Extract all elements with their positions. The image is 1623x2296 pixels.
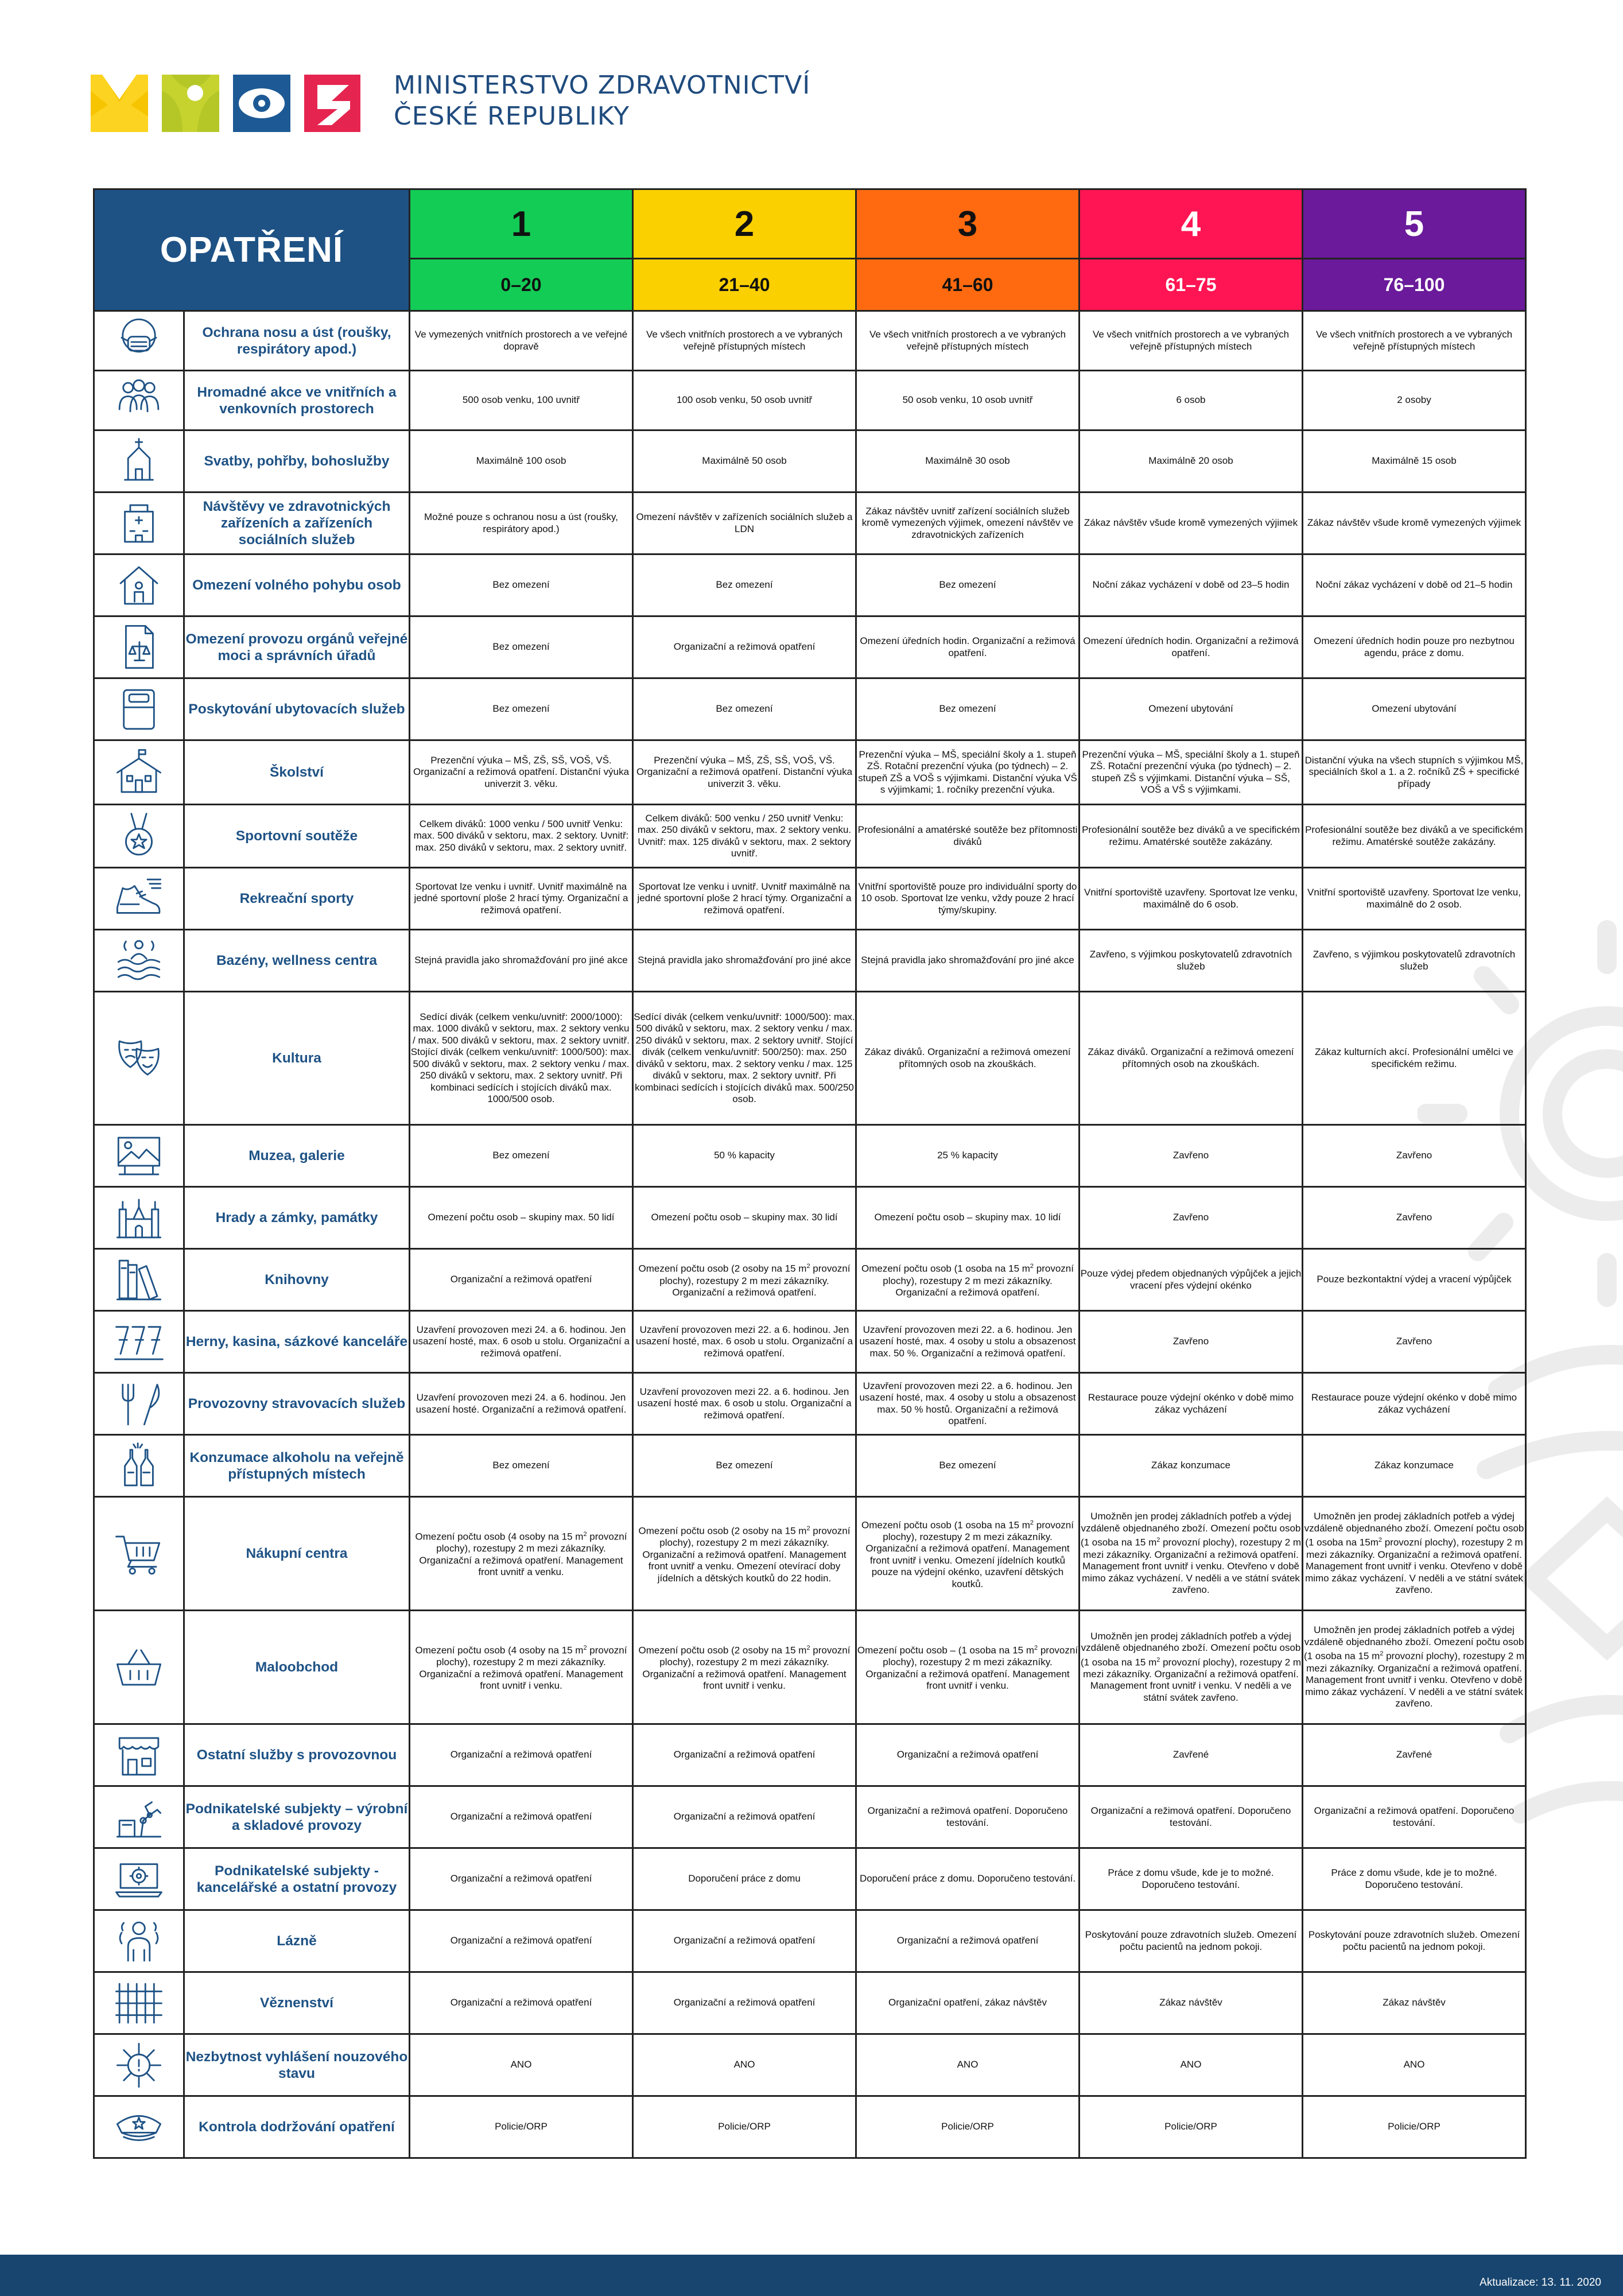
measure-row <box>94 1786 1526 1848</box>
level-2-cell: Sportovat lze venku i uvnitř. Uvnitř maximálně na jedné sportovní ploše 2 hrací týmy. Organizační a režimová opatření. <box>633 868 856 930</box>
measure-row <box>94 371 1526 430</box>
factory-robot-icon <box>94 1786 184 1848</box>
level-2-cell: Organizační a režimová opatření <box>633 1724 856 1786</box>
ministry-header <box>91 68 810 134</box>
level-4-cell: Profesionální soutěže bez diváků a ve specifickém režimu. Amatérské soutěže zakázány. <box>1080 805 1303 868</box>
measure-label: Návštěvy ve zdravotnických zařízeních a zařízeních sociálních služeb <box>184 492 410 554</box>
measure-label: Ochrana nosu a úst (roušky, respirátory apod.) <box>184 311 410 371</box>
measure-row <box>94 1611 1526 1724</box>
level-4-cell: Umožněn jen prodej základních potřeb a výdej vzdáleně objednaného zboží. Omezení počtu osob (1 osoba na 15 $m^2$ provozní plochy), rozestupy 2 m mezi zákazníky. Organizační a režimová opatření. Management front uvnitř i venku. V neděli a ve státní svátek zavřeno. <box>1080 1611 1303 1724</box>
level-5-cell: Noční zákaz vycházení v době od 21–5 hodin <box>1303 554 1526 616</box>
level-2-cell: Prezenční výuka – MŠ, ZŠ, SŠ, VOŠ, VŠ. Organizační a režimová opatření. Distanční výuka univerzit 3. věku. <box>633 740 856 805</box>
level-2-cell: Omezení počtu osob (2 osoby na 15 $m^2$ provozní plochy), rozestupy 2 m mezi zákazníky. Organizační a režimová opatření. Management front uvnitř i venku. <box>633 1611 856 1724</box>
level-5-cell: Umožněn jen prodej základních potřeb a výdej vzdáleně objednaného zboží. Omezení počtu osob (1 osoba na 15 $m^2$ provozní plochy), rozestupy 2 m mezi zákazníky. Organizační a režimová opatření. Management front uvnitř i venku. Otevřeno v době mimo zákaz vycházení. V neděli a ve státní svátek zavřeno. <box>1303 1611 1526 1724</box>
running-shoe-icon <box>94 868 184 930</box>
level-4-cell: Zavřeno <box>1080 1311 1303 1373</box>
document-scales-icon <box>94 616 184 678</box>
measure-row <box>94 311 1526 371</box>
level-5-cell: Maximálně 15 osob <box>1303 430 1526 492</box>
level-3-cell: Ve všech vnitřních prostorech a ve vybraných veřejně přístupných místech <box>856 311 1080 371</box>
level-1-cell: Organizační a režimová opatření <box>410 1724 633 1786</box>
level-3-number: 3 <box>856 189 1080 259</box>
level-2-number: 2 <box>633 189 856 259</box>
hospital-icon <box>94 492 184 554</box>
level-3-cell: Organizační opatření, zákaz návštěv <box>856 1972 1080 2034</box>
level-3-cell: Omezení počtu osob (1 osoba na 15 $m^2$ provozní plochy), rozestupy 2 m mezi zákazníky. Organizační a režimová opatření. <box>856 1249 1080 1311</box>
level-4-cell: Noční zákaz vycházení v době od 23–5 hodin <box>1080 554 1303 616</box>
level-1-cell: Ve vymezených vnitřních prostorech a ve veřejné dopravě <box>410 311 633 371</box>
measure-label: Muzea, galerie <box>184 1125 410 1187</box>
level-4-cell: Práce z domu všude, kde je to možné. Doporučeno testování. <box>1080 1848 1303 1910</box>
level-1-cell: Uzavření provozoven mezi 24. a 6. hodinou. Jen usazení hosté. Organizační a režimová opatření. <box>410 1373 633 1435</box>
level-3-cell: Policie/ORP <box>856 2096 1080 2158</box>
level-2-cell: Omezení počtu osob – skupiny max. 30 lidí <box>633 1187 856 1249</box>
medal-icon <box>94 805 184 868</box>
level-4-cell: Pouze výdej předem objednaných výpůjček a jejich vracení přes výdejní okénko <box>1080 1249 1303 1311</box>
level-5-cell: ANO <box>1303 2034 1526 2096</box>
level-1-cell: Omezení počtu osob (4 osoby na 15 $m^2$ provozní plochy), rozestupy 2 m mezi zákazníky. Organizační a režimová opatření. Management front uvnitř i venku. <box>410 1611 633 1724</box>
level-1-cell: ANO <box>410 2034 633 2096</box>
ministry-name-line1: MINISTERSTVO ZDRAVOTNICTVÍ <box>394 70 811 100</box>
level-3-cell: Bez omezení <box>856 1435 1080 1497</box>
measure-label: Kultura <box>184 992 410 1125</box>
measure-label: Nezbytnost vyhlášení nouzového stavu <box>184 2034 410 2096</box>
level-2-cell: Organizační a režimová opatření <box>633 1786 856 1848</box>
level-3-cell: Zákaz diváků. Organizační a režimová omezení přítomných osob na zkouškách. <box>856 992 1080 1125</box>
level-2-cell: Organizační a režimová opatření <box>633 616 856 678</box>
level-4-cell: Omezení ubytování <box>1080 678 1303 740</box>
shopping-cart-icon <box>94 1497 184 1611</box>
slot-777-icon <box>94 1311 184 1373</box>
measure-row <box>94 740 1526 805</box>
measure-row <box>94 868 1526 930</box>
level-5-number: 5 <box>1303 189 1526 259</box>
level-1-cell: Bez omezení <box>410 616 633 678</box>
level-5-cell: Ve všech vnitřních prostorech a ve vybraných veřejně přístupných místech <box>1303 311 1526 371</box>
storefront-icon <box>94 1724 184 1786</box>
level-1-cell: Policie/ORP <box>410 2096 633 2158</box>
bottles-icon <box>94 1435 184 1497</box>
level-1-cell: Prezenční výuka – MŠ, ZŠ, SŠ, VOŠ, VŠ. Organizační a režimová opatření. Distanční výuka univerzit 3. věku. <box>410 740 633 805</box>
people-group-icon <box>94 371 184 430</box>
measure-row <box>94 1497 1526 1611</box>
level-2-cell: Organizační a režimová opatření <box>633 1972 856 2034</box>
update-date: Aktualizace: 13. 11. 2020 <box>1480 2276 1601 2289</box>
level-4-cell: Prezenční výuka – MŠ, speciální školy a 1. stupeň ZŠ. Rotační prezenční výuka (po týdnech) – 2. stupeň ZŠ s výjimkami. Distanční výuka – SŠ, VOŠ a VŠ s výjimkami. <box>1080 740 1303 805</box>
level-1-cell: Omezení počtu osob (4 osoby na 15 $m^2$ provozní plochy), rozestupy 2 m mezi zákazníky. Organizační a režimová opatření. Management front uvnitř a venku. <box>410 1497 633 1611</box>
level-3-cell: Organizační a režimová opatření <box>856 1910 1080 1972</box>
gallery-picture-icon <box>94 1125 184 1187</box>
level-5-cell: Zavřeno <box>1303 1187 1526 1249</box>
measure-row <box>94 1848 1526 1910</box>
face-mask-icon <box>94 311 184 371</box>
level-3-range: 41–60 <box>856 259 1080 311</box>
level-4-cell: Zákaz návštěv <box>1080 1972 1303 2034</box>
level-2-cell: Celkem diváků: 500 venku / 250 uvnitř Venku: max. 250 diváků v sektoru, max. 2 sektory venku. Uvnitř: max. 125 diváků v sektoru, max. 2 sektory uvnitř. <box>633 805 856 868</box>
level-5-cell: Zákaz návštěv všude kromě vymezených výjimek <box>1303 492 1526 554</box>
level-2-cell: Uzavření provozoven mezi 22. a 6. hodinou. Jen usazení hosté max. 6 osob u stolu. Organizační a režimová opatření. <box>633 1373 856 1435</box>
ministry-name <box>394 70 810 132</box>
measure-label: Knihovny <box>184 1249 410 1311</box>
measure-label: Školství <box>184 740 410 805</box>
level-4-cell: Umožněn jen prodej základních potřeb a výdej vzdáleně objednaného zboží. Omezení počtu osob (1 osoba na 15 $m^2$ provozní plochy), rozestupy 2 m mezi zákazníky. Organizační a režimová opatření. Management front uvnitř i venku. Otevřeno v době mimo zákaz vycházení. V neděli a ve státní svátek zavřeno. <box>1080 1497 1303 1611</box>
level-1-cell: Celkem diváků: 1000 venku / 500 uvnitř Venku: max. 500 diváků v sektoru, max. 2 sektory. Uvnitř: max. 250 diváků v sektoru, max. 2 sektory uvnitř. <box>410 805 633 868</box>
level-4-cell: Zákaz diváků. Organizační a režimová omezení přítomných osob na zkouškách. <box>1080 992 1303 1125</box>
measure-row <box>94 2096 1526 2158</box>
measure-label: Věznenství <box>184 1972 410 2034</box>
level-5-cell: Pouze bezkontaktní výdej a vracení výpůjček <box>1303 1249 1526 1311</box>
level-5-cell: Organizační a režimová opatření. Doporučeno testování. <box>1303 1786 1526 1848</box>
level-2-cell: ANO <box>633 2034 856 2096</box>
level-3-cell: Omezení úředních hodin. Organizační a režimová opatření. <box>856 616 1080 678</box>
level-1-range: 0–20 <box>410 259 633 311</box>
measure-label: Hromadné akce ve vnitřních a venkovních prostorech <box>184 371 410 430</box>
level-5-cell: Profesionální soutěže bez diváků a ve specifickém režimu. Amatérské soutěže zakázány. <box>1303 805 1526 868</box>
level-3-cell: Maximálně 30 osob <box>856 430 1080 492</box>
level-1-cell: 500 osob venku, 100 uvnitř <box>410 371 633 430</box>
prison-bars-icon <box>94 1972 184 2034</box>
measure-row <box>94 930 1526 992</box>
level-4-cell: Zákaz návštěv všude kromě vymezených výjimek <box>1080 492 1303 554</box>
level-4-cell: Zavřené <box>1080 1724 1303 1786</box>
level-5-cell: Zákaz návštěv <box>1303 1972 1526 2034</box>
level-5-cell: 2 osoby <box>1303 371 1526 430</box>
measure-label: Omezení provozu orgánů veřejné moci a správních úřadů <box>184 616 410 678</box>
measure-label: Poskytování ubytovacích služeb <box>184 678 410 740</box>
level-3-cell: Vnitřní sportoviště pouze pro individuální sporty do 10 osob. Sportovat lze venku, vždy pouze 2 hrací týmy/skupiny. <box>856 868 1080 930</box>
measure-label: Sportovní soutěže <box>184 805 410 868</box>
measure-label: Herny, kasina, sázkové kanceláře <box>184 1311 410 1373</box>
level-3-cell: Prezenční výuka – MŠ, speciální školy a 1. stupeň ZŠ. Rotační prezenční výuka (po týdnech) – 2. stupeň ZŠ a VOŠ s výjimkami. Distanční výuka VŠ s výjimkami; 1. ročníky prezenční výuka. <box>856 740 1080 805</box>
level-1-cell: Stejná pravidla jako shromažďování pro jiné akce <box>410 930 633 992</box>
level-1-cell: Organizační a režimová opatření <box>410 1848 633 1910</box>
ministry-logo-icon <box>91 68 360 134</box>
level-5-cell: Omezení ubytování <box>1303 678 1526 740</box>
level-3-cell: Profesionální a amatérské soutěže bez přítomnosti diváků <box>856 805 1080 868</box>
level-5-cell: Zavřeno <box>1303 1311 1526 1373</box>
level-4-cell: Poskytování pouze zdravotních služeb. Omezení počtu pacientů na jednom pokoji. <box>1080 1910 1303 1972</box>
level-2-cell: Maximálně 50 osob <box>633 430 856 492</box>
level-4-cell: Ve všech vnitřních prostorech a ve vybraných veřejně přístupných místech <box>1080 311 1303 371</box>
measure-label: Nákupní centra <box>184 1497 410 1611</box>
school-icon <box>94 740 184 805</box>
level-4-cell: Policie/ORP <box>1080 2096 1303 2158</box>
fork-knife-icon <box>94 1373 184 1435</box>
measure-row <box>94 1125 1526 1187</box>
level-3-cell: Uzavření provozoven mezi 22. a 6. hodinou. Jen usazení hosté, max. 4 osoby u stolu a obsazenost max. 50 %. Organizační a režimová opatření. <box>856 1311 1080 1373</box>
level-2-cell: Omezení návštěv v zařízeních sociálních služeb a LDN <box>633 492 856 554</box>
level-2-cell: Uzavření provozoven mezi 22. a 6. hodinou. Jen usazení hosté, max. 6 osob u stolu. Organizační a režimová opatření. <box>633 1311 856 1373</box>
measure-row <box>94 616 1526 678</box>
level-4-cell: Organizační a režimová opatření. Doporučeno testování. <box>1080 1786 1303 1848</box>
level-1-cell: Možné pouze s ochranou nosu a úst (roušky, respirátory apod.) <box>410 492 633 554</box>
ministry-name-line2: ČESKÉ REPUBLIKY <box>394 101 630 131</box>
level-3-cell: Bez omezení <box>856 678 1080 740</box>
level-2-cell: Omezení počtu osob (2 osoby na 15 $m^2$ provozní plochy), rozestupy 2 m mezi zákazníky. Organizační a režimová opatření. <box>633 1249 856 1311</box>
level-1-cell: Organizační a režimová opatření <box>410 1972 633 2034</box>
level-3-cell: Omezení počtu osob – (1 osoba na 15 $m^2$ provozní plochy), rozestupy 2 m mezi zákazníky. Organizační a režimová opatření. Management front uvnitř i venku. <box>856 1611 1080 1724</box>
measure-row <box>94 1724 1526 1786</box>
level-4-cell: Omezení úředních hodin. Organizační a režimová opatření. <box>1080 616 1303 678</box>
level-3-cell: Organizační a režimová opatření <box>856 1724 1080 1786</box>
level-5-cell: Zavřeno, s výjimkou poskytovatelů zdravotních služeb <box>1303 930 1526 992</box>
level-3-cell: Stejná pravidla jako shromažďování pro jiné akce <box>856 930 1080 992</box>
level-5-cell: Zákaz kulturních akcí. Profesionální umělci ve specifickém režimu. <box>1303 992 1526 1125</box>
level-2-cell: 100 osob venku, 50 osob uvnitř <box>633 371 856 430</box>
spa-person-icon <box>94 1910 184 1972</box>
level-4-number: 4 <box>1080 189 1303 259</box>
measure-label: Rekreační sporty <box>184 868 410 930</box>
level-2-cell: Bez omezení <box>633 678 856 740</box>
measure-label: Ostatní služby s provozovnou <box>184 1724 410 1786</box>
measure-label: Podnikatelské subjekty - kancelářské a ostatní provozy <box>184 1848 410 1910</box>
level-1-cell: Bez omezení <box>410 554 633 616</box>
books-icon <box>94 1249 184 1311</box>
level-2-cell: Bez omezení <box>633 554 856 616</box>
level-4-cell: Zákaz konzumace <box>1080 1435 1303 1497</box>
office-laptop-icon <box>94 1848 184 1910</box>
measure-row <box>94 1435 1526 1497</box>
level-3-cell: 25 % kapacity <box>856 1125 1080 1187</box>
level-4-cell: Zavřeno <box>1080 1125 1303 1187</box>
level-3-cell: Doporučení práce z domu. Doporučeno testování. <box>856 1848 1080 1910</box>
level-3-cell: Omezení počtu osob (1 osoba na 15 $m^2$ provozní plochy), rozestupy 2 m mezi zákazníky. Organizační a režimová opatření. Management front uvnitř i venku. Omezení jídelních koutků pouze na výdejní okénko, uzavření dětských koutků. <box>856 1497 1080 1611</box>
measure-label: Podnikatelské subjekty – výrobní a skladové provozy <box>184 1786 410 1848</box>
level-2-range: 21–40 <box>633 259 856 311</box>
measure-row <box>94 1373 1526 1435</box>
measure-label: Konzumace alkoholu na veřejně přístupných místech <box>184 1435 410 1497</box>
level-5-cell: Práce z domu všude, kde je to možné. Doporučeno testování. <box>1303 1848 1526 1910</box>
level-2-cell: Stejná pravidla jako shromažďování pro jiné akce <box>633 930 856 992</box>
measure-row <box>94 805 1526 868</box>
pool-icon <box>94 930 184 992</box>
level-2-cell: Organizační a režimová opatření <box>633 1910 856 1972</box>
measure-row <box>94 1249 1526 1311</box>
measure-label: Kontrola dodržování opatření <box>184 2096 410 2158</box>
level-1-cell: Sportovat lze venku i uvnitř. Uvnitř maximálně na jedné sportovní ploše 2 hrací týmy. Organizační a režimová opatření. <box>410 868 633 930</box>
level-3-cell: Bez omezení <box>856 554 1080 616</box>
level-1-cell: Bez omezení <box>410 678 633 740</box>
measure-label: Omezení volného pohybu osob <box>184 554 410 616</box>
level-2-cell: Doporučení práce z domu <box>633 1848 856 1910</box>
measure-row <box>94 1910 1526 1972</box>
level-4-cell: Vnitřní sportoviště uzavřeny. Sportovat lze venku, maximálně do 6 osob. <box>1080 868 1303 930</box>
level-5-cell: Umožněn jen prodej základních potřeb a výdej vzdáleně objednaného zboží. Omezení počtu osob (1 osoba na $15m^2$ provozní plochy), rozestupy 2 m mezi zákazníky. Organizační a režimová opatření. Management front uvnitř i venku. Otevřeno v době mimo zákaz vycházení. V neděli a ve státní svátek zavřeno. <box>1303 1497 1526 1611</box>
level-4-cell: Restaurace pouze výdejní okénko v době mimo zákaz vycházení <box>1080 1373 1303 1435</box>
level-2-cell: Omezení počtu osob (2 osoby na 15 $m^2$ provozní plochy), rozestupy 2 m mezi zákazníky. Organizační a režimová opatření. Management front uvnitř a venku. Omezení otevírací doby jídelních a dětských koutků do 22 hodin. <box>633 1497 856 1611</box>
measure-row <box>94 1311 1526 1373</box>
level-5-cell: Zákaz konzumace <box>1303 1435 1526 1497</box>
level-2-cell: Policie/ORP <box>633 2096 856 2158</box>
level-2-cell: Ve všech vnitřních prostorech a ve vybraných veřejně přístupných místech <box>633 311 856 371</box>
measure-row <box>94 992 1526 1125</box>
measure-label: Provozovny stravovacích služeb <box>184 1373 410 1435</box>
measure-row <box>94 1187 1526 1249</box>
level-4-cell: Zavřeno <box>1080 1187 1303 1249</box>
level-3-cell: 50 osob venku, 10 osob uvnitř <box>856 371 1080 430</box>
level-2-cell: Sedící divák (celkem venku/uvnitř: 1000/500): max. 500 diváků v sektoru, max. 2 sektory venku / max. 250 diváků v sektoru, max. 2 sektory uvnitř. Stojící divák (celkem venku/uvnitř: 500/250): max. 250 diváků v sektoru, max. 2 sektory venku / max. 125 diváků v sektoru, max. 2 sektory uvnitř. Při kombinaci sedících i stojících diváků max. 500/250 osob. <box>633 992 856 1125</box>
level-5-cell: Zavřeno <box>1303 1125 1526 1187</box>
level-3-cell: ANO <box>856 2034 1080 2096</box>
level-5-range: 76–100 <box>1303 259 1526 311</box>
level-4-range: 61–75 <box>1080 259 1303 311</box>
level-3-cell: Zákaz návštěv uvnitř zařízení sociálních služeb kromě vymezených výjimek, omezení návštěv ve zdravotnických zařízeních <box>856 492 1080 554</box>
level-1-cell: Bez omezení <box>410 1125 633 1187</box>
measure-row <box>94 492 1526 554</box>
measure-label: Svatby, pohřby, bohoslužby <box>184 430 410 492</box>
footer-bar <box>0 2255 1623 2296</box>
level-5-cell: Vnitřní sportoviště uzavřeny. Sportovat lze venku, maximálně do 2 osob. <box>1303 868 1526 930</box>
level-3-cell: Organizační a režimová opatření. Doporučeno testování. <box>856 1786 1080 1848</box>
measure-row <box>94 554 1526 616</box>
level-1-cell: Sedící divák (celkem venku/uvnitř: 2000/1000): max. 1000 diváků v sektoru, max. 2 sektory venku / max. 500 diváků v sektoru, max. 2 sektory uvnitř. Stojící divák (celkem venku/uvnitř: 1000/500): max. 500 diváků v sektoru, max. 2 sektory venku / max. 250 diváků v sektoru, max. 2 sektory uvnitř. Při kombinaci sedících i stojících diváků max. 1000/500 osob. <box>410 992 633 1125</box>
measure-row <box>94 2034 1526 2096</box>
level-2-cell: Bez omezení <box>633 1435 856 1497</box>
level-2-cell: 50 % kapacity <box>633 1125 856 1187</box>
measure-label: Lázně <box>184 1910 410 1972</box>
measure-label: Maloobchod <box>184 1611 410 1724</box>
level-1-cell: Omezení počtu osob – skupiny max. 50 lidí <box>410 1187 633 1249</box>
level-5-cell: Restaurace pouze výdejní okénko v době mimo zákaz vycházení <box>1303 1373 1526 1435</box>
level-number-row <box>94 189 1526 259</box>
level-4-cell: 6 osob <box>1080 371 1303 430</box>
measure-row <box>94 678 1526 740</box>
level-5-cell: Poskytování pouze zdravotních služeb. Omezení počtu pacientů na jednom pokoji. <box>1303 1910 1526 1972</box>
level-5-cell: Policie/ORP <box>1303 2096 1526 2158</box>
measure-row <box>94 430 1526 492</box>
measure-label: Hrady a zámky, památky <box>184 1187 410 1249</box>
level-4-cell: Maximálně 20 osob <box>1080 430 1303 492</box>
virus-alert-icon <box>94 2034 184 2096</box>
level-1-cell: Uzavření provozoven mezi 24. a 6. hodinou. Jen usazení hosté, max. 6 osob u stolu. Organizační a režimová opatření. <box>410 1311 633 1373</box>
chapel-icon <box>94 430 184 492</box>
level-1-cell: Organizační a režimová opatření <box>410 1786 633 1848</box>
level-4-cell: Zavřeno, s výjimkou poskytovatelů zdravotních služeb <box>1080 930 1303 992</box>
level-5-cell: Zavřené <box>1303 1724 1526 1786</box>
level-5-cell: Distanční výuka na všech stupních s výjimkou MŠ, speciálních škol a 1. a 2. ročníků ZŠ + specifické případy <box>1303 740 1526 805</box>
level-4-cell: ANO <box>1080 2034 1303 2096</box>
measure-row <box>94 1972 1526 2034</box>
measures-table <box>93 188 1527 2159</box>
measure-label: Bazény, wellness centra <box>184 930 410 992</box>
castle-icon <box>94 1187 184 1249</box>
level-1-cell: Bez omezení <box>410 1435 633 1497</box>
level-3-cell: Omezení počtu osob – skupiny max. 10 lidí <box>856 1187 1080 1249</box>
shopping-basket-icon <box>94 1611 184 1724</box>
level-1-cell: Maximálně 100 osob <box>410 430 633 492</box>
house-person-icon <box>94 554 184 616</box>
level-1-number: 1 <box>410 189 633 259</box>
police-cap-icon <box>94 2096 184 2158</box>
level-3-cell: Uzavření provozoven mezi 22. a 6. hodinou. Jen usazení hosté, max. 4 osoby u stolu a obsazenost max. 50 % hostů. Organizační a režimová opatření. <box>856 1373 1080 1435</box>
bed-icon <box>94 678 184 740</box>
level-1-cell: Organizační a režimová opatření <box>410 1249 633 1311</box>
theatre-masks-icon <box>94 992 184 1125</box>
level-1-cell: Organizační a režimová opatření <box>410 1910 633 1972</box>
level-5-cell: Omezení úředních hodin pouze pro nezbytnou agendu, práce z domu. <box>1303 616 1526 678</box>
measures-title: OPATŘENÍ <box>94 189 410 311</box>
